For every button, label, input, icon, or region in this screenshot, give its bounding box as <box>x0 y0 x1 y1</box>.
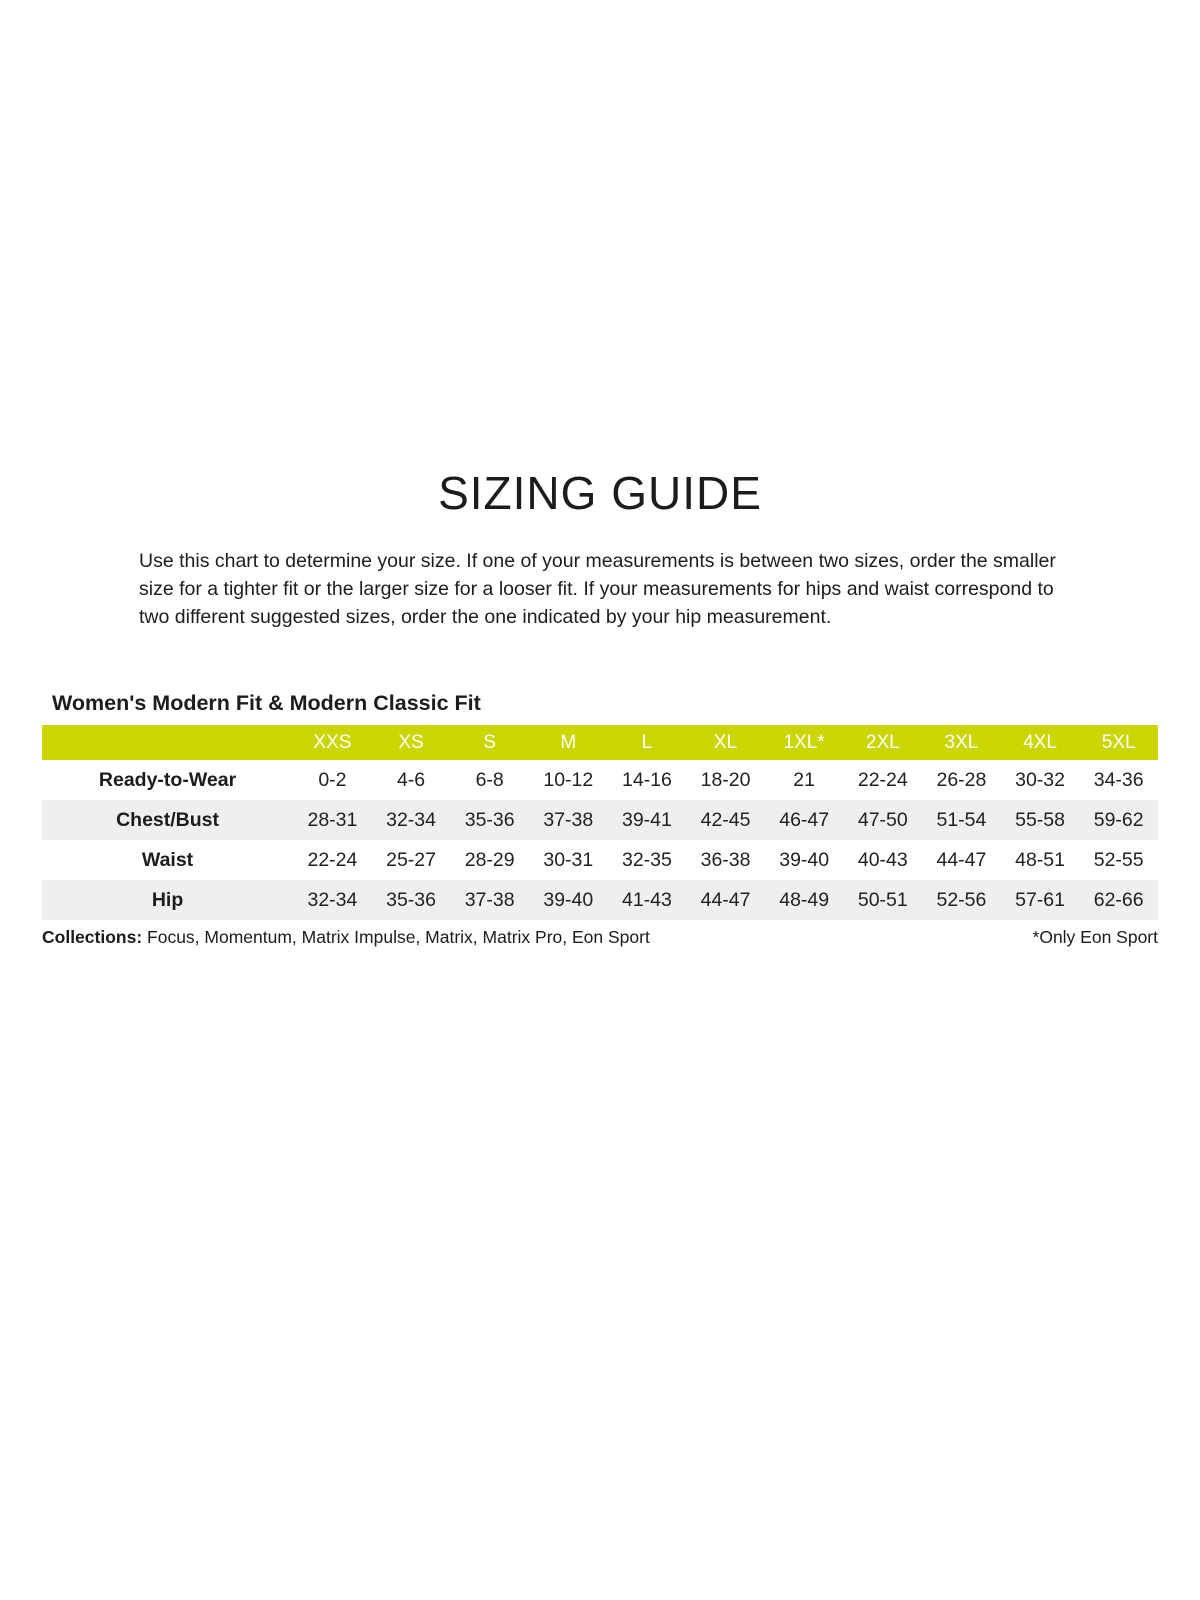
col-header-4xl: 4XL <box>1001 725 1080 760</box>
col-header-xxs: XXS <box>293 725 372 760</box>
size-cell: 62-66 <box>1093 888 1144 911</box>
size-cell: 39-40 <box>543 888 594 911</box>
size-cell: 36-38 <box>700 848 751 871</box>
size-cell: 32-34 <box>307 888 358 911</box>
size-cell: 34-36 <box>1093 768 1144 791</box>
size-cell: 41-43 <box>621 888 672 911</box>
size-cell: 48-51 <box>1015 848 1065 871</box>
size-cell: 55-58 <box>1015 808 1065 831</box>
size-table-body <box>42 760 1158 920</box>
size-cell: 59-62 <box>1093 808 1144 831</box>
size-cell: 42-45 <box>700 808 751 831</box>
size-cell: 46-47 <box>779 808 830 831</box>
col-header-1xl: 1XL* <box>765 725 844 760</box>
size-cell: 26-28 <box>936 768 987 791</box>
corner-cell <box>42 725 293 760</box>
row-label: Hip <box>151 888 184 911</box>
size-cell: 25-27 <box>386 848 436 871</box>
section-heading: Women's Modern Fit & Modern Classic Fit <box>52 691 481 715</box>
col-header-xl: XL <box>686 725 765 760</box>
col-header-l: L <box>608 725 687 760</box>
collections-label: Collections: <box>42 927 143 947</box>
size-cell: 22-24 <box>307 848 358 871</box>
size-cell: 0-2 <box>318 768 347 791</box>
size-cell: 18-20 <box>700 768 751 791</box>
table-row-ready-to-wear <box>42 760 1158 800</box>
col-header-3xl: 3XL <box>922 725 1001 760</box>
size-cell: 44-47 <box>700 888 751 911</box>
size-cell: 4-6 <box>396 768 426 791</box>
size-cell: 14-16 <box>621 768 672 791</box>
size-cell: 37-38 <box>543 808 594 831</box>
size-cell: 39-40 <box>779 848 830 871</box>
intro-paragraph: Use this chart to determine your size. If one of your measurements is between two sizes, order the smaller size for a tighter fit or the larger size for a looser fit. If your measurements for hips and waist correspond to two different suggested sizes, order the one indicated by your hip measurement. <box>139 550 1056 628</box>
size-table-header <box>42 725 1158 760</box>
header-row <box>42 725 1158 760</box>
collections-line <box>42 927 650 948</box>
size-table <box>42 725 1158 920</box>
size-cell: 30-31 <box>543 848 594 871</box>
collections-list: Focus, Momentum, Matrix Impulse, Matrix, Matrix Pro, Eon Sport <box>147 927 650 947</box>
size-cell: 32-35 <box>621 848 672 871</box>
col-header-s: S <box>450 725 529 760</box>
size-cell: 40-43 <box>857 848 908 871</box>
col-header-2xl: 2XL <box>843 725 922 760</box>
row-label: Ready-to-Wear <box>98 768 237 791</box>
womens-fit-section <box>42 691 1158 948</box>
size-cell: 37-38 <box>464 888 515 911</box>
size-cell: 6-8 <box>475 768 504 791</box>
table-row-waist <box>42 840 1158 880</box>
size-cell: 21 <box>793 768 815 791</box>
page-title: SIZING GUIDE <box>438 467 762 519</box>
footnote: *Only Eon Sport <box>1032 927 1158 947</box>
table-row-chest-bust <box>42 800 1158 840</box>
size-cell: 57-61 <box>1015 888 1065 911</box>
size-cell: 28-31 <box>307 808 358 831</box>
size-cell: 30-32 <box>1015 768 1065 791</box>
size-cell: 44-47 <box>936 848 987 871</box>
size-cell: 32-34 <box>386 808 436 831</box>
row-label: Chest/Bust <box>116 808 220 831</box>
size-cell: 52-56 <box>936 888 987 911</box>
size-cell: 10-12 <box>543 768 594 791</box>
col-header-m: M <box>529 725 608 760</box>
col-header-5xl: 5XL <box>1079 725 1158 760</box>
size-cell: 22-24 <box>857 768 908 791</box>
size-cell: 50-51 <box>857 888 908 911</box>
size-cell: 28-29 <box>464 848 515 871</box>
size-cell: 39-41 <box>621 808 672 831</box>
size-cell: 35-36 <box>464 808 515 831</box>
size-cell: 52-55 <box>1093 848 1144 871</box>
size-cell: 47-50 <box>857 808 908 831</box>
row-label: Waist <box>141 848 194 871</box>
size-cell: 51-54 <box>936 808 987 831</box>
size-cell: 48-49 <box>779 888 830 911</box>
size-cell: 35-36 <box>386 888 436 911</box>
table-footer <box>42 927 1158 948</box>
table-row-hip <box>42 880 1158 920</box>
col-header-xs: XS <box>372 725 451 760</box>
